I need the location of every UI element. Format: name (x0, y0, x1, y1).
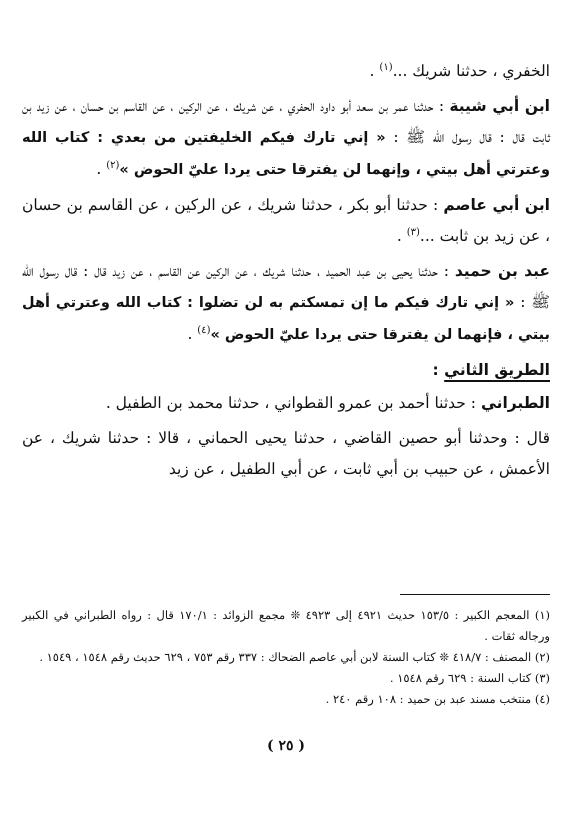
chain-text: : حدثنا أحمد بن عمرو القطواني ، حدثنا محمد بن الطفيل . (105, 394, 481, 412)
narration-continuation (22, 423, 550, 485)
footnote-4: (٤) منتخب مسند عبد بن حميد : ١٠٨ رقم ٢٤٠ . (325, 692, 550, 706)
footnote-divider (400, 594, 550, 595)
chain-text: : حدثنا يحيى بن عبد الحميد ، حدثنا شريك ، عن الركين عن القاسم ، عن زيد قال : قال رسول الله ﷺ : (22, 262, 551, 311)
chain-text: : حدثنا عمر بن سعد أبو داود الحفري ، عن شريك ، عن الركين ، عن القاسم بن حسان ، عن زيد بن ثابت قال : قال رسول الله ﷺ : (22, 97, 550, 146)
narration-abd-ibn-humayd (22, 256, 550, 351)
hadith-text: « إني تارك فيكم الخليفتين من بعدي : كتاب الله وعترتي أهل بيتي ، وإنهما لن يفترقا حتى يردا عليّ الحوض » (22, 130, 550, 178)
footnote-ref-1[interactable]: (١) (379, 61, 393, 73)
source-name: ابن أبي شيبة (449, 97, 550, 115)
page-number: ( ٢٥ ) (266, 738, 306, 754)
line-text: الخفري ، حدثنا شريك ... (392, 62, 550, 80)
footnote-ref-4[interactable]: (٤) (197, 324, 211, 336)
para-tail: . (96, 160, 107, 178)
heading-text: الطريق الثاني (444, 361, 550, 379)
narration-ibn-abi-asim (22, 190, 550, 252)
para-tail: . (187, 325, 198, 343)
source-name: الطبراني (480, 394, 550, 412)
narration-tabarani (22, 388, 550, 419)
footnote-3: (٣) كتاب السنة : ٦٢٩ رقم ١٥٤٨ . (389, 671, 550, 685)
heading-colon: : (432, 361, 445, 379)
line-tail: . (369, 62, 380, 80)
source-name: ابن أبي عاصم (443, 196, 550, 214)
source-name: عبد بن حميد (454, 262, 550, 280)
chain-text: : حدثنا أبو بكر ، حدثنا شريك ، عن الركين ، عن القاسم بن حسان ، عن زيد بن ثابت ... (22, 196, 550, 245)
footnote-ref-3[interactable]: (٣) (406, 226, 420, 238)
footnotes-section (22, 594, 550, 710)
para-tail: . (396, 227, 407, 245)
footnote-2: (٢) المصنف : ٤١٨/٧ ❊ كتاب السنة لابن أبي عاصم الضحاك : ٣٣٧ رقم ٧٥٣ ، ٦٢٩ حديث رقم ١٥٤٨ ، ١٥٤٩ . (39, 650, 550, 664)
book-page (22, 56, 550, 800)
hadith-text: « إني تارك فيكم ما إن تمسكتم به لن تضلوا : كتاب الله وعترتي أهل بيتي ، فإنهما لن يفترقا حتى يردا عليّ الحوض » (22, 295, 550, 343)
section-heading (22, 355, 550, 386)
footnote-ref-2[interactable]: (٢) (106, 159, 120, 171)
chain-text: قال : وحدثنا أبو حصين القاضي ، حدثنا يحيى الحماني ، قالا : حدثنا شريك ، عن الأعمش ، عن حبيب بن أبي ثابت ، عن أبي الطفيل ، عن زيد (22, 429, 550, 478)
line-continuation (22, 56, 550, 87)
narration-ibn-abi-shayba (22, 91, 550, 186)
footnote-1: (١) المعجم الكبير : ١٥٣/٥ حديث ٤٩٢١ إلى ٤٩٢٣ ❊ مجمع الزوائد : ١٧٠/١ قال : رواه الطبراني في الكبير ورجاله ثقات . (22, 608, 550, 643)
